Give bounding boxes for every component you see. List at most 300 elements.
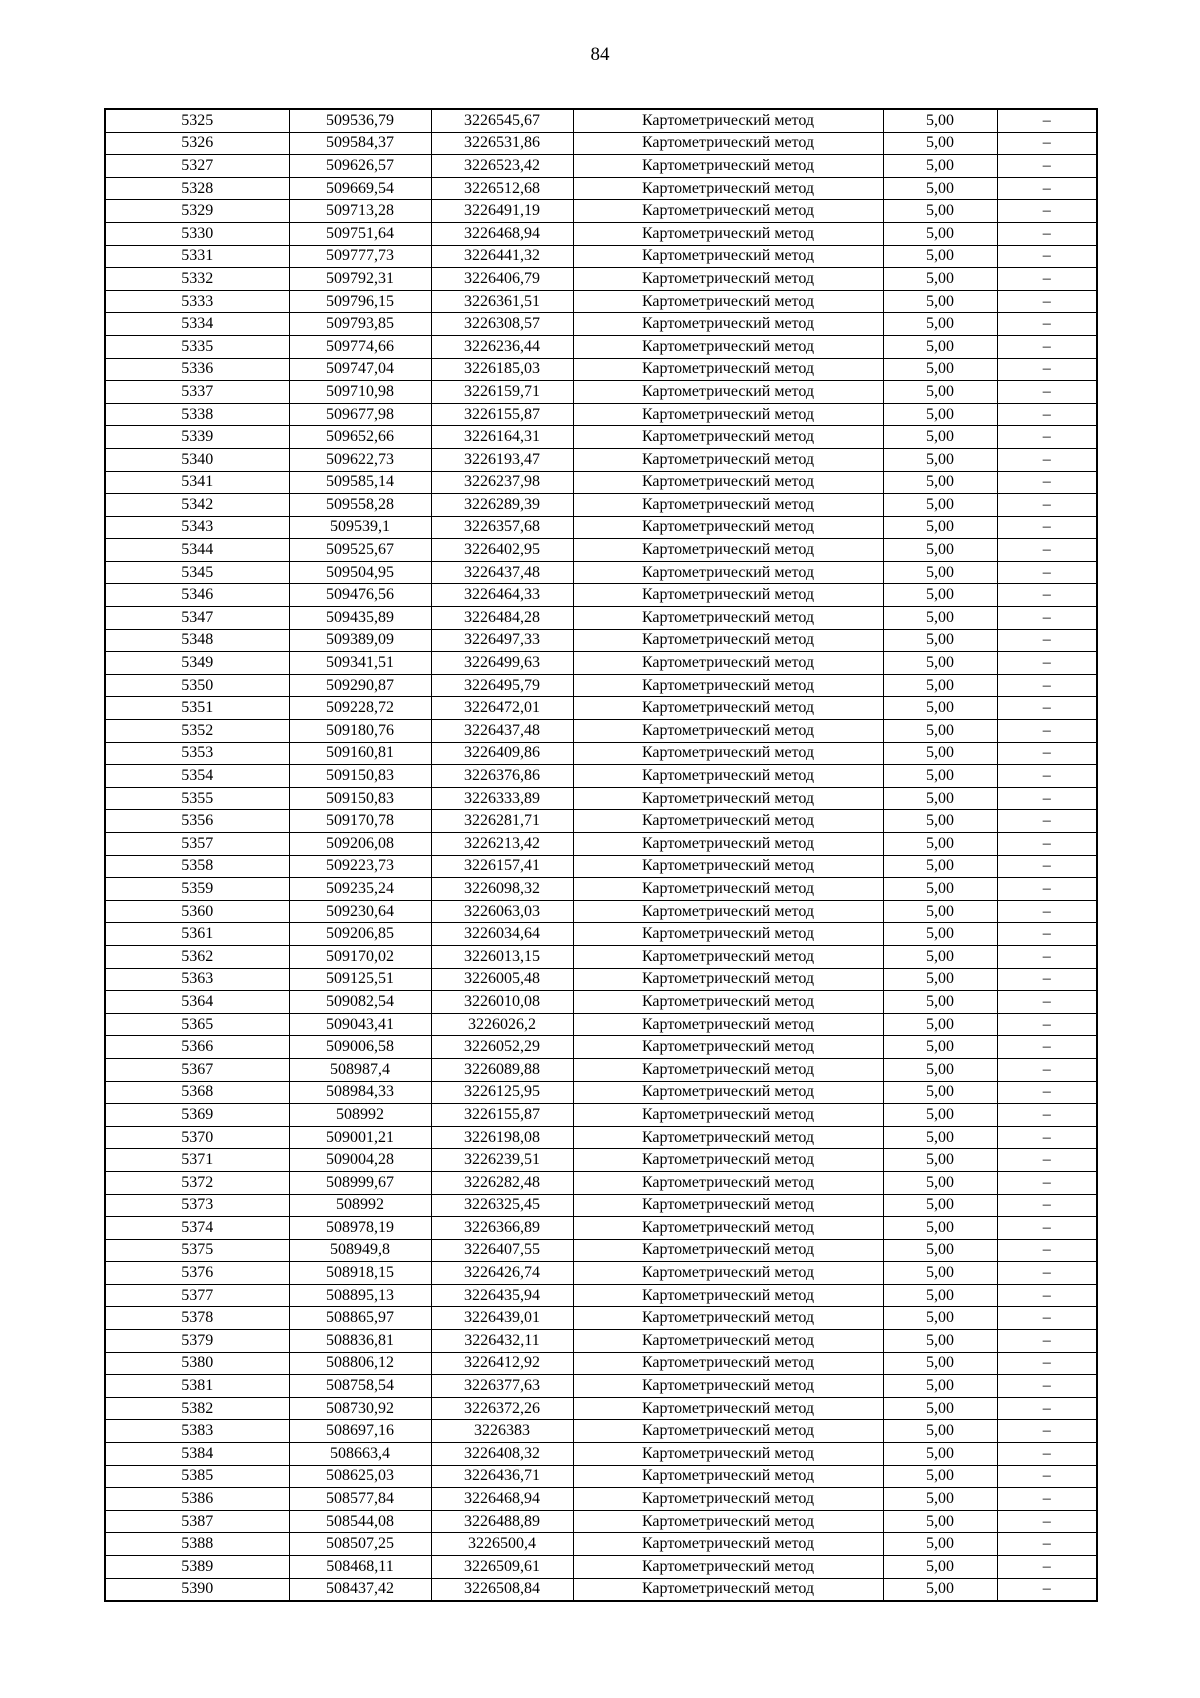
note-cell: – (997, 358, 1097, 381)
table-row (105, 765, 1097, 788)
method-cell: Картометрический метод (573, 1375, 883, 1398)
accuracy-cell: 5,00 (883, 1081, 997, 1104)
point-number-cell: 5353 (105, 742, 289, 765)
x-coordinate-cell: 508544,08 (289, 1510, 431, 1533)
method-cell: Картометрический метод (573, 1058, 883, 1081)
point-number-cell: 5327 (105, 155, 289, 178)
x-coordinate-cell: 509793,85 (289, 313, 431, 336)
note-cell: – (997, 810, 1097, 833)
x-coordinate-cell: 509170,02 (289, 945, 431, 968)
y-coordinate-cell: 3226052,29 (431, 1036, 573, 1059)
method-cell: Картометрический метод (573, 787, 883, 810)
note-cell: – (997, 539, 1097, 562)
accuracy-cell: 5,00 (883, 1013, 997, 1036)
note-cell: – (997, 313, 1097, 336)
note-cell: – (997, 900, 1097, 923)
method-cell: Картометрический метод (573, 1262, 883, 1285)
y-coordinate-cell: 3226402,95 (431, 539, 573, 562)
note-cell: – (997, 833, 1097, 856)
accuracy-cell: 5,00 (883, 1488, 997, 1511)
point-number-cell: 5361 (105, 923, 289, 946)
y-coordinate-cell: 3226333,89 (431, 787, 573, 810)
method-cell: Картометрический метод (573, 245, 883, 268)
y-coordinate-cell: 3226508,84 (431, 1578, 573, 1601)
y-coordinate-cell: 3226439,01 (431, 1307, 573, 1330)
y-coordinate-cell: 3226034,64 (431, 923, 573, 946)
accuracy-cell: 5,00 (883, 629, 997, 652)
x-coordinate-cell: 509082,54 (289, 991, 431, 1014)
point-number-cell: 5374 (105, 1217, 289, 1240)
table-row (105, 1058, 1097, 1081)
x-coordinate-cell: 509622,73 (289, 448, 431, 471)
table-row (105, 878, 1097, 901)
y-coordinate-cell: 3226289,39 (431, 494, 573, 517)
point-number-cell: 5369 (105, 1104, 289, 1127)
accuracy-cell: 5,00 (883, 1171, 997, 1194)
table-row (105, 1126, 1097, 1149)
note-cell: – (997, 471, 1097, 494)
y-coordinate-cell: 3226155,87 (431, 403, 573, 426)
table-row (105, 652, 1097, 675)
y-coordinate-cell: 3226325,45 (431, 1194, 573, 1217)
accuracy-cell: 5,00 (883, 358, 997, 381)
note-cell: – (997, 607, 1097, 630)
x-coordinate-cell: 509652,66 (289, 426, 431, 449)
note-cell: – (997, 878, 1097, 901)
method-cell: Картометрический метод (573, 1352, 883, 1375)
y-coordinate-cell: 3226372,26 (431, 1397, 573, 1420)
x-coordinate-cell: 508468,11 (289, 1556, 431, 1579)
table-row (105, 494, 1097, 517)
accuracy-cell: 5,00 (883, 335, 997, 358)
x-coordinate-cell: 509677,98 (289, 403, 431, 426)
method-cell: Картометрический метод (573, 923, 883, 946)
note-cell: – (997, 1217, 1097, 1240)
note-cell: – (997, 765, 1097, 788)
y-coordinate-cell: 3226484,28 (431, 607, 573, 630)
y-coordinate-cell: 3226512,68 (431, 177, 573, 200)
table-row (105, 1284, 1097, 1307)
table-row (105, 584, 1097, 607)
accuracy-cell: 5,00 (883, 222, 997, 245)
table-row (105, 516, 1097, 539)
point-number-cell: 5325 (105, 109, 289, 132)
method-cell: Картометрический метод (573, 516, 883, 539)
x-coordinate-cell: 509290,87 (289, 674, 431, 697)
accuracy-cell: 5,00 (883, 268, 997, 291)
accuracy-cell: 5,00 (883, 1578, 997, 1601)
note-cell: – (997, 268, 1097, 291)
x-coordinate-cell: 509180,76 (289, 720, 431, 743)
note-cell: – (997, 629, 1097, 652)
note-cell: – (997, 1058, 1097, 1081)
note-cell: – (997, 177, 1097, 200)
table-row (105, 629, 1097, 652)
point-number-cell: 5351 (105, 697, 289, 720)
accuracy-cell: 5,00 (883, 1420, 997, 1443)
method-cell: Картометрический метод (573, 900, 883, 923)
x-coordinate-cell: 509777,73 (289, 245, 431, 268)
y-coordinate-cell: 3226495,79 (431, 674, 573, 697)
x-coordinate-cell: 508987,4 (289, 1058, 431, 1081)
method-cell: Картометрический метод (573, 697, 883, 720)
method-cell: Картометрический метод (573, 494, 883, 517)
point-number-cell: 5358 (105, 855, 289, 878)
y-coordinate-cell: 3226408,32 (431, 1443, 573, 1466)
method-cell: Картометрический метод (573, 1556, 883, 1579)
table-row (105, 335, 1097, 358)
table-row (105, 1239, 1097, 1262)
table-row (105, 923, 1097, 946)
note-cell: – (997, 652, 1097, 675)
method-cell: Картометрический метод (573, 833, 883, 856)
y-coordinate-cell: 3226005,48 (431, 968, 573, 991)
point-number-cell: 5330 (105, 222, 289, 245)
method-cell: Картометрический метод (573, 109, 883, 132)
accuracy-cell: 5,00 (883, 607, 997, 630)
x-coordinate-cell: 509539,1 (289, 516, 431, 539)
accuracy-cell: 5,00 (883, 132, 997, 155)
coordinates-table (104, 108, 1098, 1602)
accuracy-cell: 5,00 (883, 1375, 997, 1398)
point-number-cell: 5375 (105, 1239, 289, 1262)
table-row (105, 787, 1097, 810)
point-number-cell: 5379 (105, 1330, 289, 1353)
accuracy-cell: 5,00 (883, 516, 997, 539)
y-coordinate-cell: 3226193,47 (431, 448, 573, 471)
table-row (105, 1171, 1097, 1194)
x-coordinate-cell: 508507,25 (289, 1533, 431, 1556)
table-row (105, 1036, 1097, 1059)
table-row (105, 720, 1097, 743)
x-coordinate-cell: 509341,51 (289, 652, 431, 675)
y-coordinate-cell: 3226185,03 (431, 358, 573, 381)
point-number-cell: 5335 (105, 335, 289, 358)
accuracy-cell: 5,00 (883, 1443, 997, 1466)
x-coordinate-cell: 509170,78 (289, 810, 431, 833)
point-number-cell: 5386 (105, 1488, 289, 1511)
point-number-cell: 5383 (105, 1420, 289, 1443)
x-coordinate-cell: 508437,42 (289, 1578, 431, 1601)
note-cell: – (997, 109, 1097, 132)
accuracy-cell: 5,00 (883, 155, 997, 178)
accuracy-cell: 5,00 (883, 855, 997, 878)
note-cell: – (997, 155, 1097, 178)
table-row (105, 1217, 1097, 1240)
y-coordinate-cell: 3226491,19 (431, 200, 573, 223)
x-coordinate-cell: 509796,15 (289, 290, 431, 313)
note-cell: – (997, 561, 1097, 584)
table-body (105, 109, 1097, 1601)
x-coordinate-cell: 508625,03 (289, 1465, 431, 1488)
method-cell: Картометрический метод (573, 155, 883, 178)
accuracy-cell: 5,00 (883, 471, 997, 494)
table-row (105, 1556, 1097, 1579)
y-coordinate-cell: 3226376,86 (431, 765, 573, 788)
y-coordinate-cell: 3226159,71 (431, 381, 573, 404)
note-cell: – (997, 494, 1097, 517)
method-cell: Картометрический метод (573, 426, 883, 449)
method-cell: Картометрический метод (573, 539, 883, 562)
note-cell: – (997, 448, 1097, 471)
accuracy-cell: 5,00 (883, 403, 997, 426)
table-row (105, 1352, 1097, 1375)
y-coordinate-cell: 3226237,98 (431, 471, 573, 494)
accuracy-cell: 5,00 (883, 1149, 997, 1172)
method-cell: Картометрический метод (573, 313, 883, 336)
point-number-cell: 5344 (105, 539, 289, 562)
table-row (105, 1533, 1097, 1556)
method-cell: Картометрический метод (573, 358, 883, 381)
note-cell: – (997, 787, 1097, 810)
x-coordinate-cell: 509747,04 (289, 358, 431, 381)
method-cell: Картометрический метод (573, 132, 883, 155)
point-number-cell: 5377 (105, 1284, 289, 1307)
accuracy-cell: 5,00 (883, 313, 997, 336)
x-coordinate-cell: 509228,72 (289, 697, 431, 720)
y-coordinate-cell: 3226437,48 (431, 720, 573, 743)
y-coordinate-cell: 3226377,63 (431, 1375, 573, 1398)
table-row (105, 1013, 1097, 1036)
point-number-cell: 5328 (105, 177, 289, 200)
table-row (105, 833, 1097, 856)
method-cell: Картометрический метод (573, 1013, 883, 1036)
y-coordinate-cell: 3226164,31 (431, 426, 573, 449)
method-cell: Картометрический метод (573, 1578, 883, 1601)
accuracy-cell: 5,00 (883, 1217, 997, 1240)
note-cell: – (997, 742, 1097, 765)
y-coordinate-cell: 3226436,71 (431, 1465, 573, 1488)
point-number-cell: 5340 (105, 448, 289, 471)
method-cell: Картометрический метод (573, 584, 883, 607)
point-number-cell: 5345 (105, 561, 289, 584)
page-number: 84 (590, 44, 610, 65)
x-coordinate-cell: 508984,33 (289, 1081, 431, 1104)
table-row (105, 1081, 1097, 1104)
point-number-cell: 5372 (105, 1171, 289, 1194)
x-coordinate-cell: 508865,97 (289, 1307, 431, 1330)
x-coordinate-cell: 509585,14 (289, 471, 431, 494)
y-coordinate-cell: 3226426,74 (431, 1262, 573, 1285)
x-coordinate-cell: 508949,8 (289, 1239, 431, 1262)
table-row (105, 674, 1097, 697)
method-cell: Картометрический метод (573, 561, 883, 584)
method-cell: Картометрический метод (573, 403, 883, 426)
x-coordinate-cell: 509751,64 (289, 222, 431, 245)
note-cell: – (997, 1533, 1097, 1556)
method-cell: Картометрический метод (573, 290, 883, 313)
point-number-cell: 5343 (105, 516, 289, 539)
x-coordinate-cell: 509150,83 (289, 765, 431, 788)
accuracy-cell: 5,00 (883, 968, 997, 991)
note-cell: – (997, 200, 1097, 223)
y-coordinate-cell: 3226063,03 (431, 900, 573, 923)
accuracy-cell: 5,00 (883, 177, 997, 200)
point-number-cell: 5365 (105, 1013, 289, 1036)
note-cell: – (997, 1149, 1097, 1172)
note-cell: – (997, 1171, 1097, 1194)
x-coordinate-cell: 508895,13 (289, 1284, 431, 1307)
accuracy-cell: 5,00 (883, 1058, 997, 1081)
accuracy-cell: 5,00 (883, 991, 997, 1014)
y-coordinate-cell: 3226409,86 (431, 742, 573, 765)
accuracy-cell: 5,00 (883, 200, 997, 223)
x-coordinate-cell: 508836,81 (289, 1330, 431, 1353)
note-cell: – (997, 674, 1097, 697)
accuracy-cell: 5,00 (883, 1307, 997, 1330)
method-cell: Картометрический метод (573, 629, 883, 652)
accuracy-cell: 5,00 (883, 1330, 997, 1353)
table-row (105, 1307, 1097, 1330)
note-cell: – (997, 1465, 1097, 1488)
method-cell: Картометрический метод (573, 1420, 883, 1443)
table-row (105, 539, 1097, 562)
table-row (105, 810, 1097, 833)
table-row (105, 607, 1097, 630)
x-coordinate-cell: 508992 (289, 1194, 431, 1217)
point-number-cell: 5382 (105, 1397, 289, 1420)
y-coordinate-cell: 3226010,08 (431, 991, 573, 1014)
point-number-cell: 5336 (105, 358, 289, 381)
method-cell: Картометрический метод (573, 1488, 883, 1511)
method-cell: Картометрический метод (573, 1081, 883, 1104)
table-row (105, 132, 1097, 155)
method-cell: Картометрический метод (573, 1217, 883, 1240)
accuracy-cell: 5,00 (883, 1036, 997, 1059)
table-row (105, 155, 1097, 178)
y-coordinate-cell: 3226500,4 (431, 1533, 573, 1556)
x-coordinate-cell: 509206,85 (289, 923, 431, 946)
table-row (105, 245, 1097, 268)
table-row (105, 945, 1097, 968)
table-row (105, 1104, 1097, 1127)
point-number-cell: 5373 (105, 1194, 289, 1217)
method-cell: Картометрический метод (573, 222, 883, 245)
y-coordinate-cell: 3226531,86 (431, 132, 573, 155)
table-row (105, 200, 1097, 223)
note-cell: – (997, 1510, 1097, 1533)
method-cell: Картометрический метод (573, 810, 883, 833)
accuracy-cell: 5,00 (883, 787, 997, 810)
method-cell: Картометрический метод (573, 1239, 883, 1262)
method-cell: Картометрический метод (573, 1307, 883, 1330)
accuracy-cell: 5,00 (883, 1352, 997, 1375)
note-cell: – (997, 720, 1097, 743)
table-row (105, 1443, 1097, 1466)
y-coordinate-cell: 3226412,92 (431, 1352, 573, 1375)
method-cell: Картометрический метод (573, 1104, 883, 1127)
note-cell: – (997, 381, 1097, 404)
point-number-cell: 5390 (105, 1578, 289, 1601)
x-coordinate-cell: 509223,73 (289, 855, 431, 878)
table-row (105, 426, 1097, 449)
accuracy-cell: 5,00 (883, 878, 997, 901)
note-cell: – (997, 290, 1097, 313)
accuracy-cell: 5,00 (883, 652, 997, 675)
table-row (105, 1262, 1097, 1285)
accuracy-cell: 5,00 (883, 923, 997, 946)
y-coordinate-cell: 3226213,42 (431, 833, 573, 856)
point-number-cell: 5346 (105, 584, 289, 607)
method-cell: Картометрический метод (573, 1036, 883, 1059)
point-number-cell: 5366 (105, 1036, 289, 1059)
point-number-cell: 5359 (105, 878, 289, 901)
accuracy-cell: 5,00 (883, 1104, 997, 1127)
accuracy-cell: 5,00 (883, 1126, 997, 1149)
table-row (105, 1465, 1097, 1488)
table-row (105, 742, 1097, 765)
note-cell: – (997, 968, 1097, 991)
accuracy-cell: 5,00 (883, 1533, 997, 1556)
y-coordinate-cell: 3226435,94 (431, 1284, 573, 1307)
accuracy-cell: 5,00 (883, 245, 997, 268)
accuracy-cell: 5,00 (883, 1194, 997, 1217)
method-cell: Картометрический метод (573, 1126, 883, 1149)
point-number-cell: 5378 (105, 1307, 289, 1330)
table-row (105, 1149, 1097, 1172)
method-cell: Картометрический метод (573, 878, 883, 901)
x-coordinate-cell: 509043,41 (289, 1013, 431, 1036)
accuracy-cell: 5,00 (883, 584, 997, 607)
accuracy-cell: 5,00 (883, 1510, 997, 1533)
method-cell: Картометрический метод (573, 1284, 883, 1307)
y-coordinate-cell: 3226155,87 (431, 1104, 573, 1127)
method-cell: Картометрический метод (573, 471, 883, 494)
table-row (105, 1510, 1097, 1533)
point-number-cell: 5332 (105, 268, 289, 291)
note-cell: – (997, 991, 1097, 1014)
x-coordinate-cell: 509558,28 (289, 494, 431, 517)
method-cell: Картометрический метод (573, 381, 883, 404)
point-number-cell: 5339 (105, 426, 289, 449)
x-coordinate-cell: 509230,64 (289, 900, 431, 923)
note-cell: – (997, 132, 1097, 155)
y-coordinate-cell: 3226468,94 (431, 222, 573, 245)
method-cell: Картометрический метод (573, 268, 883, 291)
y-coordinate-cell: 3226437,48 (431, 561, 573, 584)
point-number-cell: 5342 (105, 494, 289, 517)
method-cell: Картометрический метод (573, 855, 883, 878)
x-coordinate-cell: 509125,51 (289, 968, 431, 991)
table-row (105, 697, 1097, 720)
accuracy-cell: 5,00 (883, 494, 997, 517)
accuracy-cell: 5,00 (883, 1284, 997, 1307)
method-cell: Картометрический метод (573, 720, 883, 743)
point-number-cell: 5360 (105, 900, 289, 923)
note-cell: – (997, 855, 1097, 878)
x-coordinate-cell: 509235,24 (289, 878, 431, 901)
accuracy-cell: 5,00 (883, 945, 997, 968)
note-cell: – (997, 1375, 1097, 1398)
table-row (105, 358, 1097, 381)
point-number-cell: 5329 (105, 200, 289, 223)
y-coordinate-cell: 3226441,32 (431, 245, 573, 268)
x-coordinate-cell: 509504,95 (289, 561, 431, 584)
table-row (105, 900, 1097, 923)
x-coordinate-cell: 509536,79 (289, 109, 431, 132)
accuracy-cell: 5,00 (883, 539, 997, 562)
table-row (105, 177, 1097, 200)
method-cell: Картометрический метод (573, 765, 883, 788)
table-row (105, 313, 1097, 336)
table-row (105, 855, 1097, 878)
method-cell: Картометрический метод (573, 200, 883, 223)
method-cell: Картометрический метод (573, 1510, 883, 1533)
accuracy-cell: 5,00 (883, 1239, 997, 1262)
method-cell: Картометрический метод (573, 991, 883, 1014)
y-coordinate-cell: 3226361,51 (431, 290, 573, 313)
method-cell: Картометрический метод (573, 1149, 883, 1172)
